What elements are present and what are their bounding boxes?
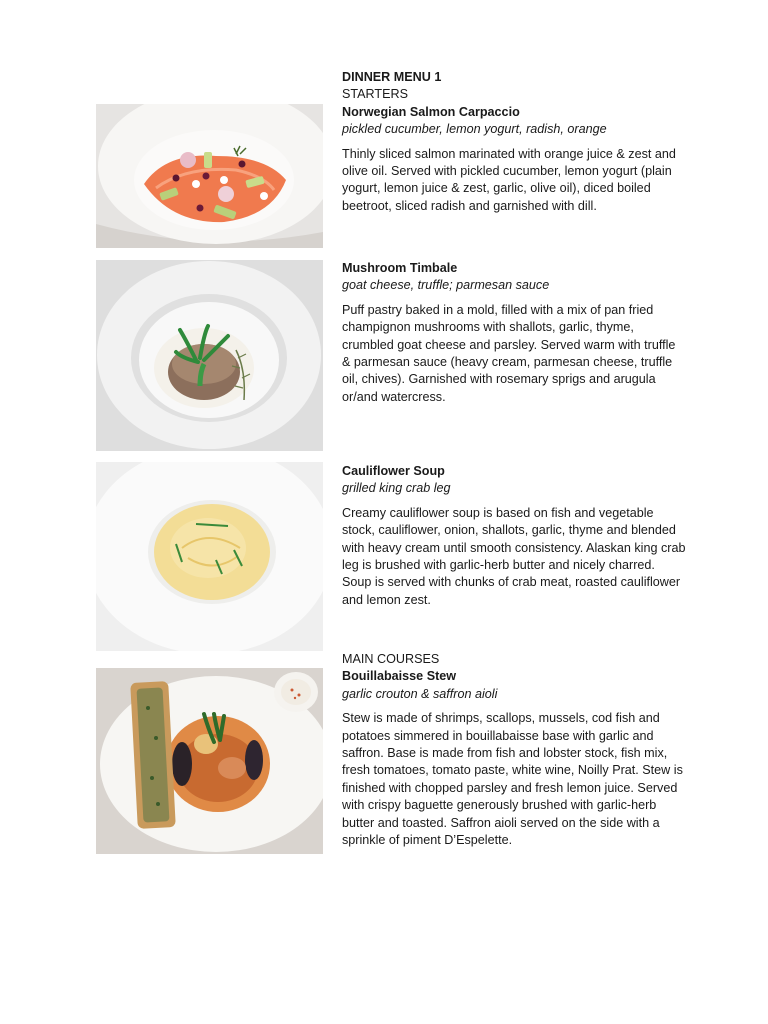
mushroom-timbale-text [342, 260, 687, 406]
bouillabaisse-stew-text [342, 651, 687, 849]
dish-title: Bouillabaisse Stew [342, 669, 457, 684]
menu-title: DINNER MENU 1 [342, 70, 442, 84]
starters-heading: STARTERS [342, 87, 409, 102]
cauliflower-soup-text [342, 463, 687, 609]
dish-subtitle: goat cheese, truffle; parmesan sauce [342, 278, 550, 293]
dish-title: Cauliflower Soup [342, 464, 445, 478]
dish-description: Puff pastry baked in a mold, filled with a mix of pan fried champignon mushrooms with shallots, garlic, thyme, crumbled goat cheese and parsley. Served warm with truffle & parmesan sauce (heavy cream, parmesan cheese, truffle oil, chives). Garnished with rosemary sprigs and arugula or/and watercress. [342, 302, 676, 404]
salmon-carpaccio-photo [96, 104, 323, 248]
salmon-carpaccio-text [342, 69, 687, 215]
mushroom-timbale-photo [96, 260, 323, 451]
bouillabaisse-stew-photo [96, 668, 323, 854]
dish-description: Thinly sliced salmon marinated with orange juice & zest and olive oil. Served with pickled cucumber, lemon yogurt (plain yogurt, lemon juice & zest, garlic, olive oil), diced boiled beetroot, sliced radish and garnished with dill. [342, 146, 676, 213]
dish-description: Creamy cauliflower soup is based on fish and vegetable stock, cauliflower, onion, shallots, garlic, thyme and blended with heavy cream until smooth consistency. Alaskan king crab leg is brushed with garlic-herb butter and nicely charred. Soup is served with chunks of crab meat, roasted cauliflower and lemon zest. [342, 505, 686, 607]
dish-subtitle: garlic crouton & saffron aioli [342, 686, 498, 701]
main-courses-heading: MAIN COURSES [342, 652, 440, 666]
dish-subtitle: pickled cucumber, lemon yogurt, radish, orange [342, 122, 607, 137]
dish-subtitle: grilled king crab leg [342, 481, 451, 496]
dish-title: Mushroom Timbale [342, 261, 458, 275]
dish-description: Stew is made of shrimps, scallops, mussels, cod fish and potatoes simmered in bouillabaisse base with garlic and saffron. Base is made from fish and lobster stock, fish mix, fresh tomatoes, tomato paste, white wine, Noilly Prat. Stew is finished with chopped parsley and fresh lemon juice. Served with crispy baguette generously brushed with garlic-herb butter and toasted. Saffron aioli served on the side with a sprinkle of piment D’Espelette. [342, 711, 683, 848]
dish-title: Norwegian Salmon Carpaccio [342, 104, 520, 119]
cauliflower-soup-photo [96, 462, 323, 651]
